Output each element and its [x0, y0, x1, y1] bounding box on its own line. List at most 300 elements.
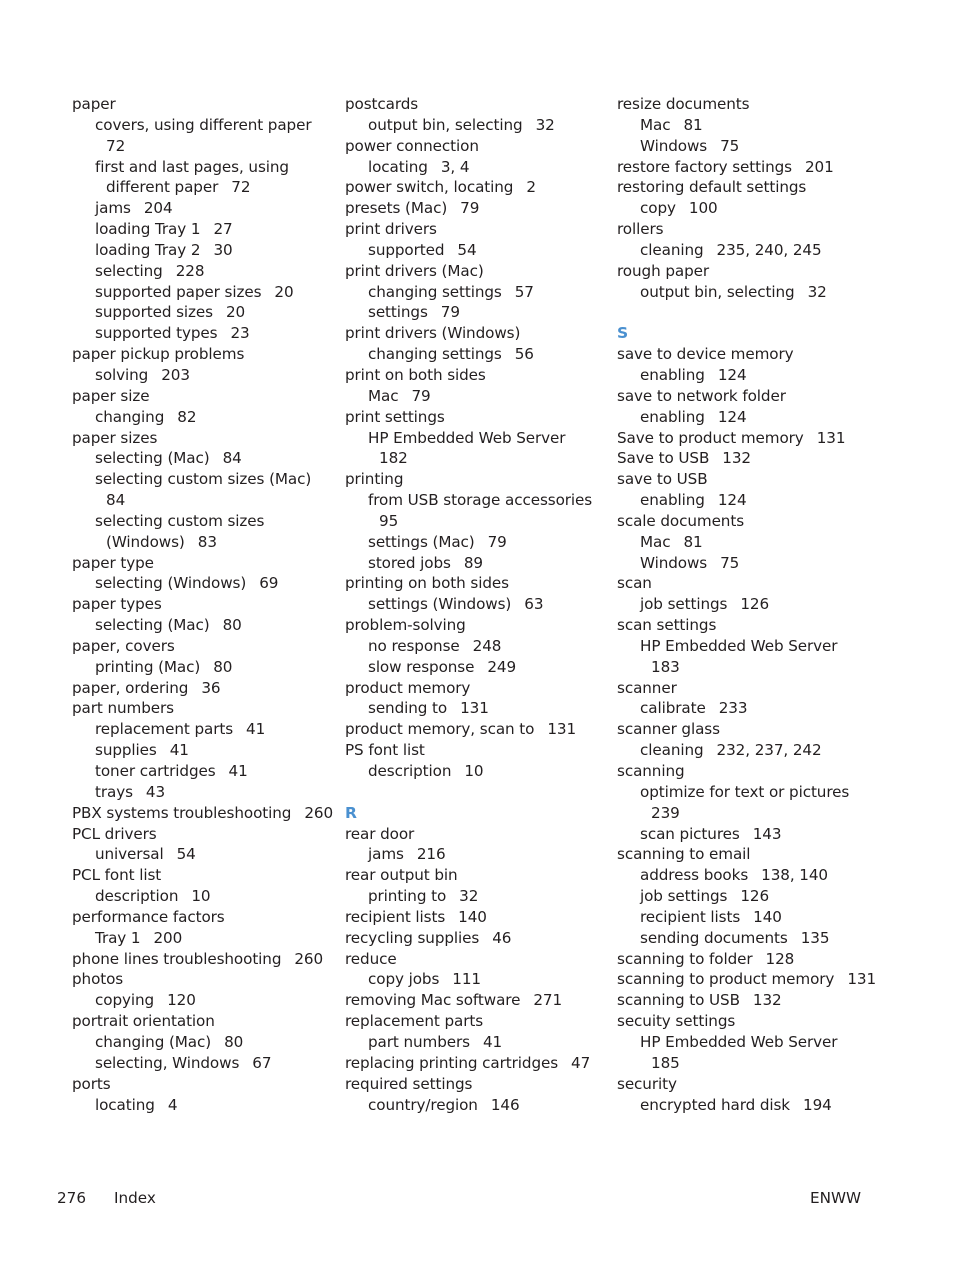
page-reference: 248 — [472, 636, 502, 655]
index-subentry — [72, 240, 342, 261]
page-reference: 10 — [464, 762, 484, 780]
entry-text: reduce — [345, 949, 397, 968]
page-reference: 111 — [452, 970, 481, 989]
index-subentry — [72, 490, 342, 511]
page-reference: 143 — [752, 824, 782, 843]
entry-text: secuity settings — [617, 1012, 736, 1031]
index-subentry — [345, 302, 615, 323]
index-entry — [72, 1011, 342, 1032]
entry-text: Save to product memory — [617, 428, 804, 447]
index-entry — [345, 1053, 615, 1074]
index-subentry — [72, 136, 342, 157]
entry-text: copy — [640, 199, 676, 218]
entry-text: print on both sides — [345, 365, 486, 384]
page-reference: 41 — [169, 741, 189, 760]
entry-text: universal — [95, 845, 164, 864]
index-subentry — [72, 448, 342, 469]
page-reference: 138, 140 — [761, 866, 828, 885]
entry-text: description — [95, 887, 179, 906]
entry-text: supported paper sizes — [95, 282, 262, 301]
index-entry — [72, 636, 342, 657]
index-subentry — [345, 844, 615, 865]
index-column-3 — [617, 94, 887, 1115]
index-subentry — [617, 636, 887, 657]
entry-text: covers, using different paper — [95, 115, 312, 134]
index-subentry — [72, 740, 342, 761]
entry-text: scanning to email — [617, 845, 751, 864]
entry-text: supported — [368, 240, 445, 259]
index-entry — [72, 698, 342, 719]
index-subentry — [72, 761, 342, 782]
entry-text: encrypted hard disk — [640, 1095, 791, 1114]
index-subentry — [617, 115, 887, 136]
page-reference: 41 — [482, 1032, 503, 1051]
entry-text: PCL drivers — [72, 824, 157, 843]
entry-text: resize documents — [617, 95, 750, 113]
entry-text: scanner — [617, 678, 677, 697]
page-reference: 81 — [683, 532, 703, 551]
entry-text: paper pickup problems — [72, 345, 245, 364]
page-reference: 126 — [740, 595, 770, 614]
entry-text: part numbers — [368, 1032, 470, 1051]
entry-text: restore factory settings — [617, 157, 792, 176]
index-subentry — [345, 761, 615, 782]
entry-text: printing (Mac) — [95, 657, 201, 676]
entry-text: paper size — [72, 386, 150, 405]
entry-text: (Windows) — [106, 532, 185, 551]
index-entry — [617, 761, 887, 782]
index-subentry — [72, 928, 342, 949]
page-reference: 81 — [683, 115, 703, 134]
entry-text: print drivers (Windows) — [345, 324, 521, 343]
entry-text: rear output bin — [345, 866, 458, 885]
index-entry — [345, 678, 615, 699]
index-subentry — [617, 365, 887, 386]
page-reference: 80 — [213, 657, 233, 676]
entry-text: 185 — [651, 1053, 680, 1072]
page-reference: 79 — [440, 303, 460, 322]
page-reference: 41 — [246, 720, 266, 739]
entry-text: save to device memory — [617, 345, 794, 364]
index-entry — [345, 365, 615, 386]
index-entry — [345, 469, 615, 490]
entry-text: performance factors — [72, 907, 225, 926]
page-reference: 120 — [167, 991, 196, 1010]
page-reference: 126 — [740, 887, 770, 906]
index-letter-heading — [617, 323, 887, 344]
index-entry — [72, 594, 342, 615]
page-reference: 80 — [222, 616, 242, 635]
entry-text: paper, covers — [72, 636, 175, 655]
entry-text: selecting custom sizes — [95, 511, 265, 530]
index-subentry — [345, 1095, 615, 1116]
entry-text: removing Mac software — [345, 991, 521, 1010]
index-subentry — [345, 553, 615, 574]
entry-text: scanning to product memory — [617, 970, 835, 989]
entry-text: Windows — [640, 553, 708, 572]
page-reference: 83 — [197, 532, 217, 551]
entry-text: output bin, selecting — [368, 115, 523, 134]
index-subentry — [345, 969, 615, 990]
index-subentry — [345, 448, 615, 469]
entry-text: settings (Mac) — [368, 532, 475, 551]
index-entry — [72, 907, 342, 928]
index-subentry — [345, 657, 615, 678]
page-reference: 194 — [803, 1095, 832, 1114]
entry-text: Windows — [640, 136, 708, 155]
entry-text: recipient lists — [640, 907, 741, 926]
entry-text: 72 — [106, 136, 126, 155]
index-subentry — [345, 490, 615, 511]
index-subentry — [617, 865, 887, 886]
page-reference: 232, 237, 242 — [716, 741, 822, 760]
entry-text: power connection — [345, 136, 479, 155]
entry-text: 95 — [379, 511, 399, 530]
page-reference: 32 — [807, 282, 827, 301]
entry-text: changing settings — [368, 345, 502, 364]
index-entry — [617, 573, 887, 594]
entry-text: cleaning — [640, 741, 704, 760]
page-reference: 3, 4 — [440, 157, 470, 176]
index-subentry — [617, 657, 887, 678]
entry-text: paper sizes — [72, 428, 158, 447]
entry-text: changing (Mac) — [95, 1032, 212, 1051]
index-entry — [72, 969, 342, 990]
index-subentry — [72, 219, 342, 240]
entry-text: Mac — [640, 532, 671, 551]
page-reference: 36 — [201, 678, 221, 697]
entry-text: sending to — [368, 699, 448, 718]
index-subentry — [72, 469, 342, 490]
index-subentry — [72, 990, 342, 1011]
page-reference: 10 — [191, 887, 211, 906]
entry-text: paper type — [72, 553, 154, 572]
page-reference: 75 — [720, 553, 740, 572]
entry-text: scanning to folder — [617, 949, 753, 968]
entry-text: scale documents — [617, 511, 745, 530]
entry-text: paper, ordering — [72, 678, 189, 697]
entry-text: ports — [72, 1074, 111, 1093]
page-reference: 20 — [225, 303, 246, 322]
index-subentry — [72, 615, 342, 636]
entry-text: 239 — [651, 803, 680, 822]
index-subentry — [617, 407, 887, 428]
entry-text: replacing printing cartridges — [345, 1053, 559, 1072]
page-reference: 271 — [533, 991, 563, 1010]
entry-text: print drivers — [345, 220, 437, 239]
entry-text: recycling supplies — [345, 928, 480, 947]
index-entry — [72, 344, 342, 365]
index-subentry — [72, 261, 342, 282]
page-reference: 72 — [231, 178, 251, 197]
index-subentry — [345, 1032, 615, 1053]
entry-text: replacement parts — [95, 720, 234, 739]
index-entry — [72, 386, 342, 407]
entry-text: part numbers — [72, 699, 174, 718]
entry-text: rear door — [345, 824, 415, 843]
index-entry — [345, 928, 615, 949]
index-entry — [617, 511, 887, 532]
page-reference: 131 — [847, 970, 877, 989]
index-subentry — [345, 282, 615, 303]
index-entry — [345, 198, 615, 219]
index-entry — [72, 553, 342, 574]
index-entry — [345, 740, 615, 761]
page-reference: 128 — [765, 949, 795, 968]
index-subentry — [345, 428, 615, 449]
page-reference: 131 — [460, 699, 489, 718]
index-entry — [617, 428, 887, 449]
entry-text: scan settings — [617, 616, 717, 635]
entry-text: phone lines troubleshooting — [72, 949, 282, 968]
entry-text: scanner glass — [617, 720, 720, 739]
index-subentry — [617, 782, 887, 803]
index-subentry — [72, 157, 342, 178]
entry-text: jams — [368, 845, 404, 864]
entry-text: calibrate — [640, 699, 706, 718]
entry-text: toner cartridges — [95, 762, 216, 780]
page-reference: 32 — [535, 115, 555, 134]
index-subentry — [617, 240, 887, 261]
entry-text: print drivers (Mac) — [345, 261, 484, 280]
entry-text: rough paper — [617, 261, 709, 280]
index-entry — [345, 323, 615, 344]
index-entry — [345, 94, 615, 115]
index-subentry — [72, 719, 342, 740]
entry-text: S — [617, 324, 629, 343]
index-entry — [617, 94, 887, 115]
index-entry — [617, 1011, 887, 1032]
index-subentry — [617, 740, 887, 761]
index-entry — [617, 177, 887, 198]
entry-text: changing — [95, 407, 165, 426]
index-subentry — [72, 1053, 342, 1074]
page-reference: 200 — [153, 928, 183, 947]
index-subentry — [617, 886, 887, 907]
entry-text: enabling — [640, 365, 705, 384]
page-reference: 132 — [752, 991, 782, 1010]
index-subentry — [345, 157, 615, 178]
index-subentry — [72, 886, 342, 907]
entry-text: country/region — [368, 1095, 478, 1114]
index-subentry — [617, 928, 887, 949]
page-reference: 132 — [722, 449, 751, 468]
entry-text: paper types — [72, 595, 162, 614]
entry-text: supported types — [95, 324, 218, 343]
page-reference: 140 — [753, 907, 782, 926]
entry-text: from USB storage accessories — [368, 491, 593, 510]
page-reference: 82 — [177, 407, 197, 426]
index-subentry — [617, 803, 887, 824]
page-reference: 56 — [514, 345, 534, 364]
page-reference: 2 — [526, 178, 536, 197]
index-subentry — [617, 282, 887, 303]
index-subentry — [617, 490, 887, 511]
entry-text: address books — [640, 866, 749, 885]
page-reference: 27 — [213, 220, 233, 239]
entry-text: Mac — [640, 115, 671, 134]
index-entry — [617, 844, 887, 865]
index-entry — [617, 157, 887, 178]
entry-text: save to USB — [617, 470, 708, 489]
index-subentry — [617, 198, 887, 219]
index-entry — [617, 969, 887, 990]
entry-text: printing — [345, 470, 404, 489]
index-column-1 — [72, 94, 342, 1115]
entry-text: HP Embedded Web Server — [640, 1032, 838, 1051]
entry-text: PS font list — [345, 741, 425, 760]
index-subentry — [72, 657, 342, 678]
page-reference: 260 — [294, 949, 324, 968]
index-subentry — [72, 282, 342, 303]
page-reference: 23 — [230, 324, 250, 343]
entry-text: selecting (Mac) — [95, 616, 210, 635]
page-reference: 54 — [457, 240, 477, 259]
page-reference: 131 — [816, 428, 846, 447]
entry-text: selecting, Windows — [95, 1053, 240, 1072]
page-reference: 41 — [228, 762, 248, 780]
index-entry — [345, 719, 615, 740]
entry-text: selecting custom sizes (Mac) — [95, 470, 312, 489]
index-entry — [72, 949, 342, 970]
page-reference: 89 — [463, 553, 483, 572]
index-entry — [617, 678, 887, 699]
page-reference: 80 — [224, 1032, 244, 1051]
entry-text: solving — [95, 365, 149, 384]
index-entry — [345, 907, 615, 928]
page-number: 276 — [57, 1189, 86, 1207]
entry-text: PBX systems troubleshooting — [72, 803, 292, 822]
entry-text: enabling — [640, 407, 705, 426]
index-subentry — [345, 532, 615, 553]
entry-text: scan — [617, 574, 652, 593]
index-subentry — [617, 824, 887, 845]
entry-text: description — [368, 762, 452, 780]
index-entry — [617, 1074, 887, 1095]
index-entry — [617, 261, 887, 282]
entry-text: HP Embedded Web Server — [368, 428, 566, 447]
index-subentry — [617, 532, 887, 553]
page-reference: 46 — [492, 928, 512, 947]
index-subentry — [72, 198, 342, 219]
page-reference: 75 — [720, 136, 740, 155]
entry-text: required settings — [345, 1074, 473, 1093]
index-entry — [345, 219, 615, 240]
index-subentry — [617, 553, 887, 574]
index-entry — [617, 344, 887, 365]
page-reference: 203 — [161, 365, 190, 384]
entry-text: presets (Mac) — [345, 199, 448, 218]
entry-text: postcards — [345, 95, 419, 113]
entry-text: locating — [368, 157, 428, 176]
entry-text: selecting (Mac) — [95, 449, 210, 468]
entry-text: power switch, locating — [345, 178, 514, 197]
entry-text: 183 — [651, 657, 680, 676]
index-subentry — [72, 844, 342, 865]
entry-text: photos — [72, 970, 124, 989]
index-entry — [345, 177, 615, 198]
entry-text: problem-solving — [345, 616, 466, 635]
entry-text: 84 — [106, 491, 126, 510]
page-reference: 67 — [252, 1053, 272, 1072]
index-entry — [617, 949, 887, 970]
entry-text: copy jobs — [368, 970, 440, 989]
index-subentry — [72, 1095, 342, 1116]
index-entry — [617, 302, 887, 323]
entry-text: restoring default settings — [617, 178, 807, 197]
page-reference: 260 — [304, 803, 334, 822]
index-subentry — [345, 240, 615, 261]
entry-text: optimize for text or pictures — [640, 782, 850, 801]
index-subentry — [617, 907, 887, 928]
index-entry — [617, 386, 887, 407]
index-subentry — [345, 344, 615, 365]
entry-text: loading Tray 1 — [95, 220, 201, 239]
page-reference: 79 — [411, 386, 431, 405]
page-reference: 100 — [688, 199, 718, 218]
page-reference: 216 — [416, 845, 446, 864]
entry-text: stored jobs — [368, 553, 451, 572]
page-reference: 124 — [717, 365, 747, 384]
index-subentry — [345, 594, 615, 615]
index-entry — [617, 990, 887, 1011]
index-entry — [345, 824, 615, 845]
index-entry — [72, 865, 342, 886]
index-subentry — [617, 1032, 887, 1053]
index-subentry — [72, 407, 342, 428]
index-entry — [72, 803, 342, 824]
index-subentry — [617, 1053, 887, 1074]
entry-text: paper — [72, 95, 116, 113]
entry-text: R — [345, 803, 357, 822]
page-reference: 69 — [259, 574, 279, 593]
entry-text: locating — [95, 1095, 155, 1114]
page-reference: 20 — [274, 282, 294, 301]
index-entry — [617, 615, 887, 636]
index-entry — [345, 573, 615, 594]
index-subentry — [72, 573, 342, 594]
index-subentry — [72, 177, 342, 198]
page-reference: 135 — [800, 928, 830, 947]
index-subentry — [345, 511, 615, 532]
index-entry — [617, 469, 887, 490]
page-reference: 233 — [718, 699, 748, 718]
index-entry — [617, 448, 887, 469]
entry-text: PCL font list — [72, 866, 162, 885]
index-entry — [345, 1074, 615, 1095]
index-subentry — [72, 115, 342, 136]
index-entry — [345, 407, 615, 428]
entry-text: trays — [95, 782, 133, 801]
entry-text: save to network folder — [617, 386, 786, 405]
footer-code: ENWW — [810, 1189, 861, 1207]
page-reference: 79 — [487, 532, 507, 551]
entry-text: printing on both sides — [345, 574, 509, 593]
index-entry — [345, 990, 615, 1011]
page-reference: 79 — [460, 199, 480, 218]
index-subentry — [72, 511, 342, 532]
entry-text: printing to — [368, 887, 447, 906]
page-reference: 4 — [167, 1095, 178, 1114]
page-reference: 57 — [514, 282, 534, 301]
index-entry — [345, 1011, 615, 1032]
page-reference: 47 — [571, 1053, 591, 1072]
entry-text: output bin, selecting — [640, 282, 795, 301]
page-reference: 63 — [524, 595, 544, 614]
entry-text: settings (Windows) — [368, 595, 512, 614]
index-entry — [345, 136, 615, 157]
index-entry — [72, 1074, 342, 1095]
